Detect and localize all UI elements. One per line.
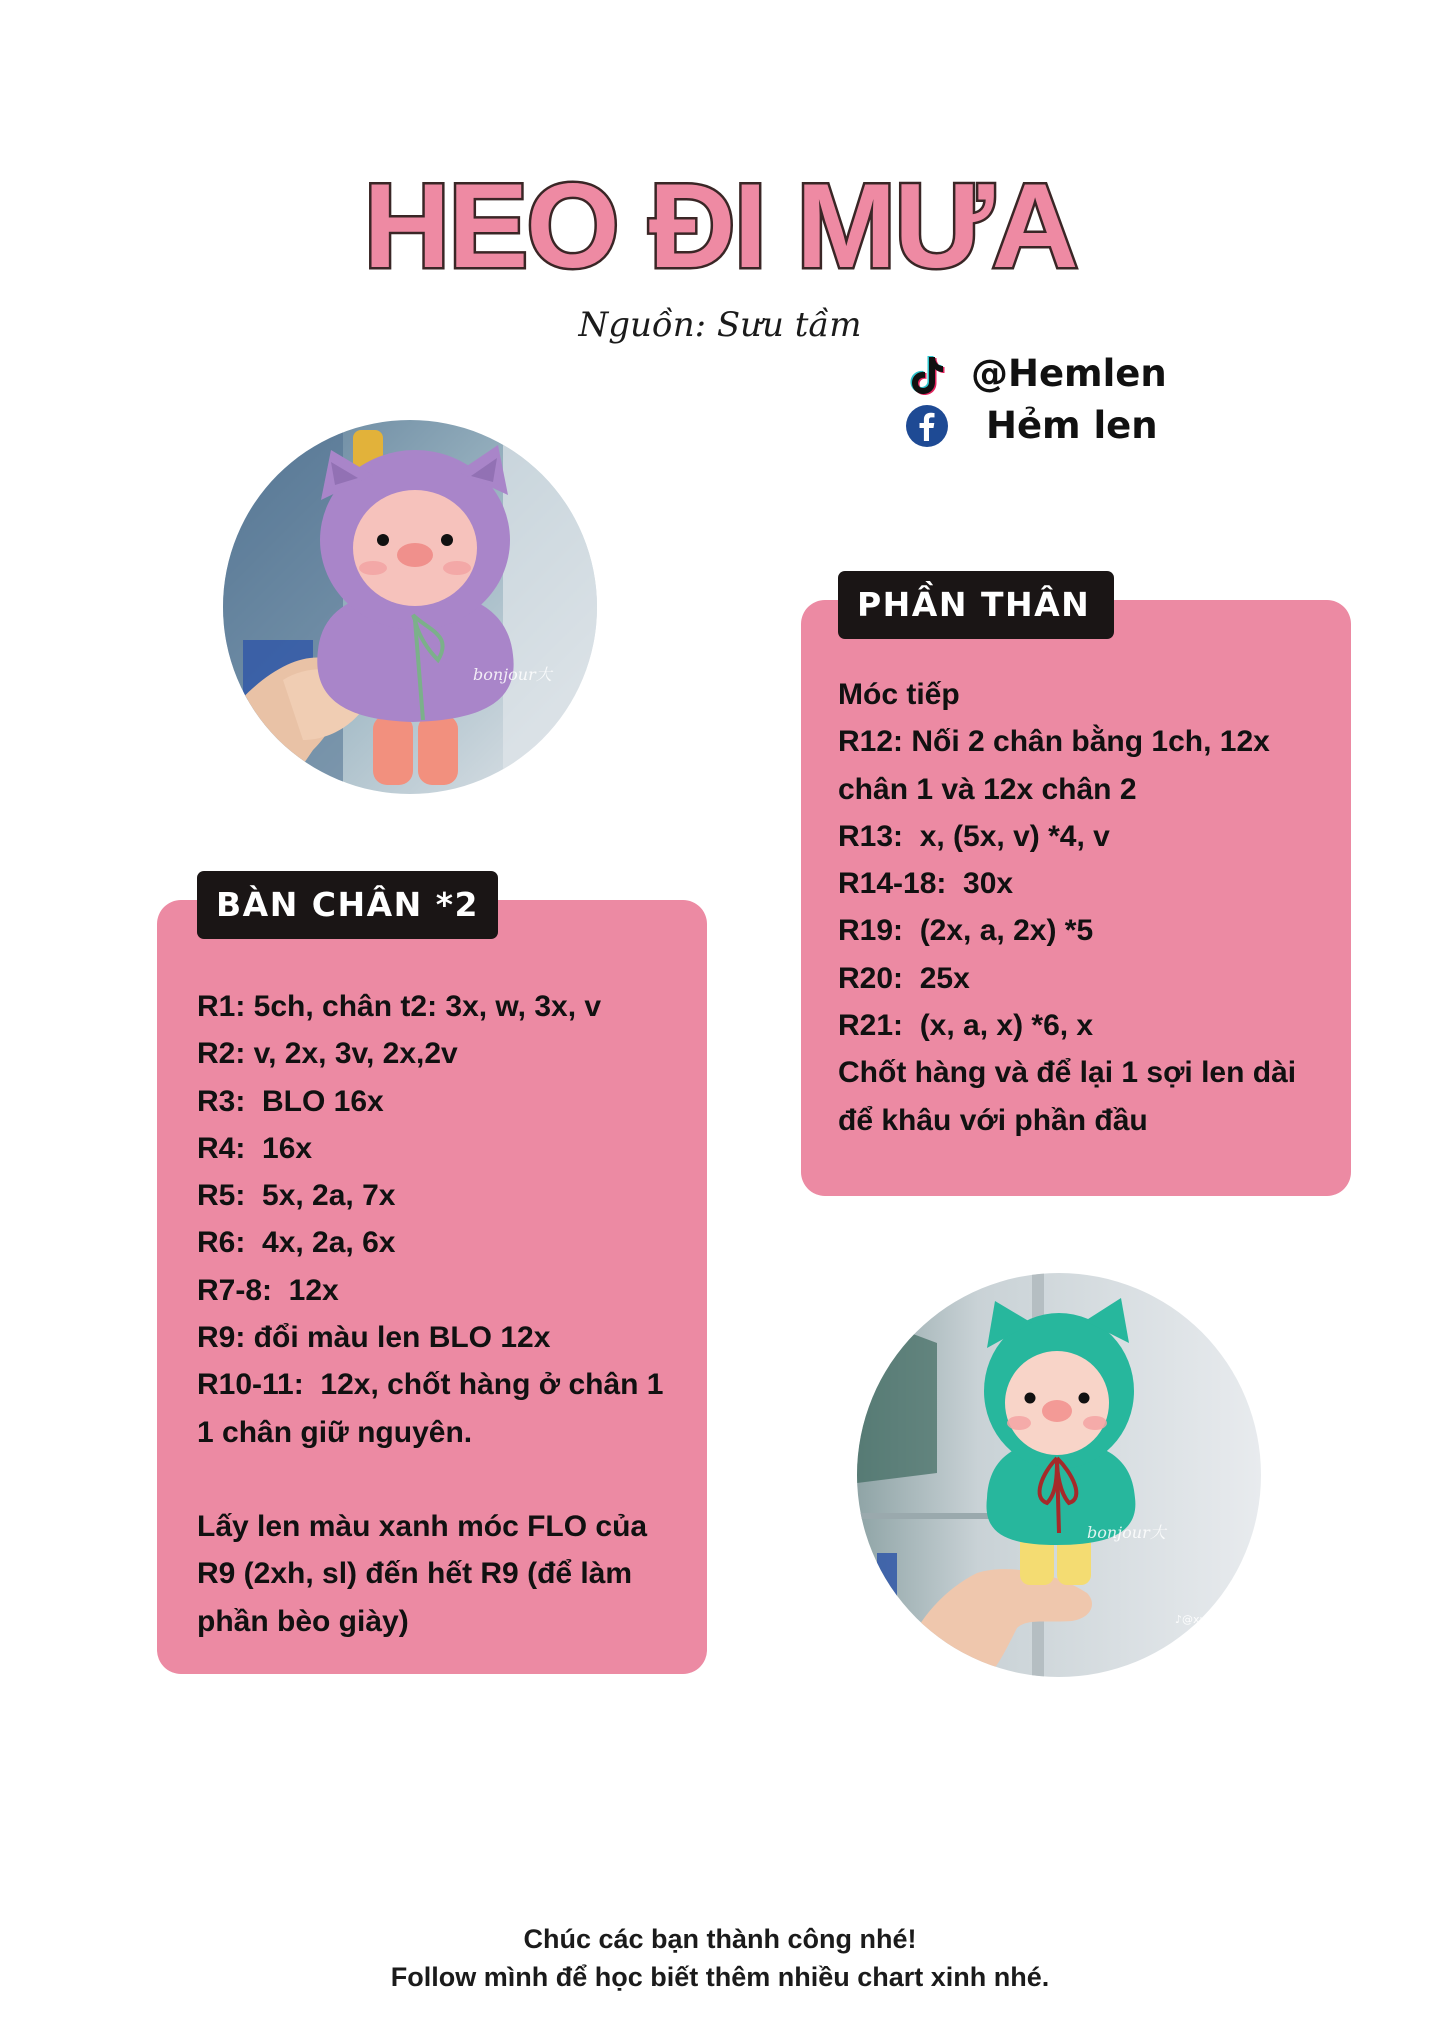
instruction-line: R19: (2x, a, 2x) *5 (838, 914, 1094, 948)
instruction-line: 1 chân giữ nguyên. (197, 1415, 473, 1449)
feet-instructions (197, 983, 663, 1645)
instruction-line: Móc tiếp (838, 678, 960, 711)
facebook-name: Hẻm len (986, 404, 1158, 447)
photo-teal-pig (857, 1273, 1261, 1677)
instruction-line: R9: đổi màu len BLO 12x (197, 1321, 551, 1355)
note-line: R9 (2xh, sl) đến hết R9 (để làm (197, 1557, 633, 1591)
instruction-line: R3: BLO 16x (197, 1084, 384, 1118)
note-line: Lấy len màu xanh móc FLO của (197, 1509, 648, 1543)
instruction-line: R10-11: 12x, chốt hàng ở chân 1 (197, 1368, 664, 1402)
source-credit: Nguồn: Sưu tầm (578, 305, 862, 345)
body-instructions (838, 671, 1296, 1144)
tiktok-icon (907, 353, 947, 395)
svg-text:bonjour大: bonjour大 (1087, 1523, 1166, 1542)
instruction-line: R6: 4x, 2a, 6x (197, 1226, 396, 1260)
svg-text:bonjour大: bonjour大 (473, 665, 552, 684)
facebook-icon (906, 405, 948, 447)
instruction-line: R13: x, (5x, v) *4, v (838, 819, 1110, 853)
section-title-body: PHẦN THÂN (838, 571, 1114, 639)
teal-pig-image (857, 1273, 1261, 1677)
tiktok-handle: @Hemlen (971, 352, 1167, 395)
instruction-line: R4: 16x (197, 1131, 313, 1165)
section-title-feet: BÀN CHÂN *2 (197, 871, 498, 939)
instruction-line: R20: 25x (838, 961, 970, 995)
tiktok-link[interactable] (907, 352, 1167, 395)
page-title: HEO ĐI MƯA (363, 159, 1077, 293)
svg-text:♪@xumin: ♪@xumin (1175, 1613, 1228, 1626)
instruction-line: R12: Nối 2 chân bằng 1ch, 12x (838, 725, 1270, 759)
instruction-line: chân 1 và 12x chân 2 (838, 772, 1137, 806)
instruction-line: R2: v, 2x, 3v, 2x,2v (197, 1037, 458, 1071)
instruction-line: R21: (x, a, x) *6, x (838, 1009, 1094, 1043)
instruction-line: R7-8: 12x (197, 1273, 339, 1307)
facebook-link[interactable] (906, 404, 1158, 447)
instruction-line: để khâu với phần đầu (838, 1103, 1148, 1137)
spacer (197, 1456, 663, 1503)
instruction-line: R5: 5x, 2a, 7x (197, 1179, 396, 1213)
footer-follow-note: Follow mình để học biết thêm nhiều chart xinh nhé. (390, 1962, 1050, 1992)
instruction-line: R14-18: 30x (838, 867, 1014, 901)
purple-pig-image (223, 420, 597, 794)
photo-purple-pig (223, 420, 597, 794)
footer-greeting: Chúc các bạn thành công nhé! (523, 1924, 917, 1954)
instruction-line: Chốt hàng và để lại 1 sợi len dài (838, 1056, 1297, 1090)
note-line: phần bèo giày) (197, 1604, 409, 1638)
instruction-line: R1: 5ch, chân t2: 3x, w, 3x, v (197, 990, 602, 1023)
